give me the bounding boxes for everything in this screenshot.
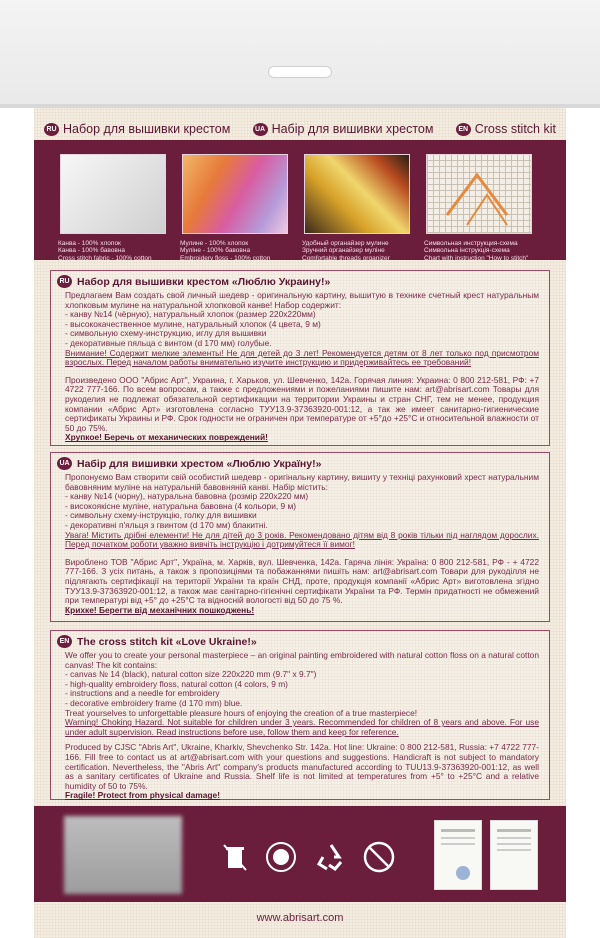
ua-item: - декоративні п'яльця з гвинтом (d 170 мм) блакитні. [65,519,268,530]
en-box-badge: EN [57,635,72,648]
en-box-body [65,651,539,801]
en-description-box [50,630,550,800]
canvas-photo [60,154,166,234]
caption-line: Канва - 100% бавовна [58,247,126,255]
caption-line: Муліне - 100% бавовна [180,247,251,255]
ua-intro: Пропонуємо Вам створити свій особистий шедевр - оригінальну картину, вишиту у техніці рахунковий хрест натуральним бавовняним муліне на натуральній бавовняній канві. Набір містить: [65,472,539,492]
floss-photo [182,154,288,234]
caption-line: Chart with instruction "How to stitch" [424,254,529,262]
en-badge: EN [456,123,471,136]
header-ru-label: Набор для вышивки крестом [63,122,231,136]
caption-chart [424,240,549,262]
header-en-label: Cross stitch kit [474,122,556,136]
ru-box-title: Набор для вышивки крестом «Люблю Украину!» [77,275,331,288]
ru-description-box [50,270,550,446]
caption-line: Канва - 100% хлопок [58,240,121,247]
caption-line: Embroidery floss - 100% cotton [180,254,271,262]
en-box-title: The cross stitch kit «Love Ukraine!» [77,635,257,648]
ru-intro: Предлагаем Вам создать свой личный шедевр - оригинальную картину, вышитую в технике счетный крест натуральным хлопковым мулине на натуральной хлопковой канве! Набор содержит: [65,290,539,310]
caption-line: Comfortable threads organizer [302,254,390,262]
ua-item: - канву №14 (чорну), натуральна бавовна (розмір 220x220 мм) [65,491,309,502]
ua-badge: UA [253,123,268,136]
ua-box-title: Набір для вишивки хрестом «Люблю Україну!» [77,457,322,470]
caption-canvas [58,240,183,262]
ua-producer: Вироблено ТОВ "Абрис Арт", Україна, м. Харків, вул. Шевченка, 142а. Гаряча лінія: Україна: 0 800 212-581, РФ - + 4722 777-166. З усіх питань, а також з пропозиціями та побажаннями пишіть нам: art@abrisart.com Товари для рукоділля не підлягають сертифікації на території України та країн СНД, проте, продукція компанії «Абрис Арт» виготовлена згідно ТУУ13.9-37363920-001:12, а також має санітарно-гігієнічні сертифікати України та РФ. Термін придатності не обмежений при температурі від +5° до +25°С та відносній вологості від 50 до 75 %. [65,556,539,606]
caption-line: Символьная инструкция-схема [424,240,518,247]
ru-box-body [65,291,539,443]
ru-box-header [57,275,330,288]
en-fragile: Fragile! Protect from physical damage! [65,790,220,801]
caption-line: Символьна інструкція-схема [424,247,510,255]
certificate-ua-icon [434,820,482,890]
blurred-barcode [64,816,182,894]
en-producer: Produced by CJSC "Abris Art", Ukraine, Kharkiv, Shevchenko Str. 142a. Hot line: Ukraine: 0 800 212-581, Russia: +7 4722 777-166. Fill free to contact us at art@abrisart.com with your questions and suggestions. Handicraft is not subject to mandatory certification. Nevertheless, the "Abris Art" company's products manufactured according to TUU13.9-37363920-001:12, as well as a sanitary certificates of Ukraine and Russia. Shelf life is not limited at temperatures from +5° to +25°C and a relative humidity of 50 to 75%. [65,742,539,791]
bottom-band [34,806,566,902]
en-item: - high-quality embroidery floss, natural cotton (4 colors, 9 m) [65,678,288,689]
caption-floss [180,240,305,262]
plastic-hanger [0,0,600,108]
ru-badge: RU [44,123,59,136]
ua-item: - символьну схему-інструкцію, голку для вишивки [65,510,257,521]
en-box-header [57,635,257,648]
ua-fragile: Крихке! Берегти від механічних пошкоджень! [65,604,255,615]
organizer-photo [304,154,410,234]
trash-bin-icon [218,840,252,874]
certificate-ru-icon [490,820,538,890]
caption-line: Зручний органайзер муліне [302,247,385,255]
header-ua-label: Набір для вишивки хрестом [271,122,434,136]
website-url[interactable]: www.abrisart.com [256,912,344,924]
ru-warning: Внимание! Содержит мелкие элементы! Не для детей до 3 лет! Рекомендуется детям от 8 лет только под присмотром взрослых. Перед началом работы внимательно изучите инструкцию и придерживайтесь ее требований! [65,347,539,368]
header-ua [253,122,434,136]
ru-producer: Произведено ООО "Абрис Арт", Украина, г. Харьков, ул. Шевченко, 142а. Горячая линия: Украина: 0 800 212-581, РФ: +7 4722 777-166. По всем вопросам, а также с предложениями и пожеланиями пишите нам: art@abrisart.com Товары для рукоделия не подлежат обязательной сертификации на территории Украины и стран СНГ, тем не менее, продукция компании «Абрис Арт» изготовлена согласно ТУУ13.9-37363920-001:12, а так же имеет санитарно-гигиенические сертификаты Украины и РФ. Срок годности не ограничен при температуре от +5°до +25°С и относительной влажности от 50 до 75%. [65,374,539,433]
chart-photo [426,154,532,234]
hang-slot [268,66,332,78]
chart-arrows-icon [427,155,533,235]
en-intro: We offer you to create your personal masterpiece – an original painting embroidered with natural cotton floss on a natural cotton canvas! The kit contains: [65,650,539,670]
ua-warning: Увага! Містить дрібні елементи! Не для дітей до 3 років. Рекомендовано дітям від 8 років тільки під наглядом дорослих. Перед початком роботи уважно вивчіть інструкцію і дотримуйтеся її вимог! [65,529,539,550]
caption-organizer [302,240,427,262]
header-ru [44,122,230,136]
ua-box-body [65,473,539,615]
caption-line: Cross stitch fabric - 100% cotton [58,254,152,262]
en-warning: Warning! Choking Hazard. Not suitable for children under 3 years. Recommended for children of 8 years and above. For use under adult supervision. Read instructions before use, follow them and keep for reference. [65,717,539,737]
not-for-children-icon [362,840,396,874]
caption-line: Мулине - 100% хлопок [180,240,249,247]
en-item: Treat yourselves to unforgettable pleasure hours of enjoying the creation of a true masterpiece! [65,707,418,718]
ru-item: - символьную схему-инструкцию, иглу для вышивки [65,328,267,339]
ua-item: - високоякісне муліне, натуральна бавовна (4 кольори, 9 м) [65,500,297,511]
product-band [34,140,566,260]
header-en [456,122,556,136]
en-item: - decorative embroidery frame (d 170 mm) blue. [65,697,243,708]
ua-box-badge: UA [57,457,72,470]
ru-item: - высококачественное мулине, натуральный хлопок (4 цвета, 9 м) [65,318,321,329]
ru-box-badge: RU [57,275,72,288]
caption-line: Удобный органайзер мулине [302,240,389,247]
ru-fragile: Хрупкое! Беречь от механических повреждений! [65,432,268,443]
ru-item: - канву №14 (чёрную), натуральный хлопок (размер 220x220мм) [65,309,316,320]
certification-mark-icon [264,840,298,874]
en-item: - instructions and a needle for embroidery [65,688,220,699]
ru-item: - декоративные пяльца с винтом (d 170 мм) голубые. [65,337,272,348]
ua-box-header [57,457,321,470]
recycle-icon [314,840,348,874]
language-headers [34,120,566,138]
en-item: - canvas № 14 (black), natural cotton size 220x220 mm (9.7" x 9.7") [65,669,317,680]
ua-description-box [50,452,550,622]
